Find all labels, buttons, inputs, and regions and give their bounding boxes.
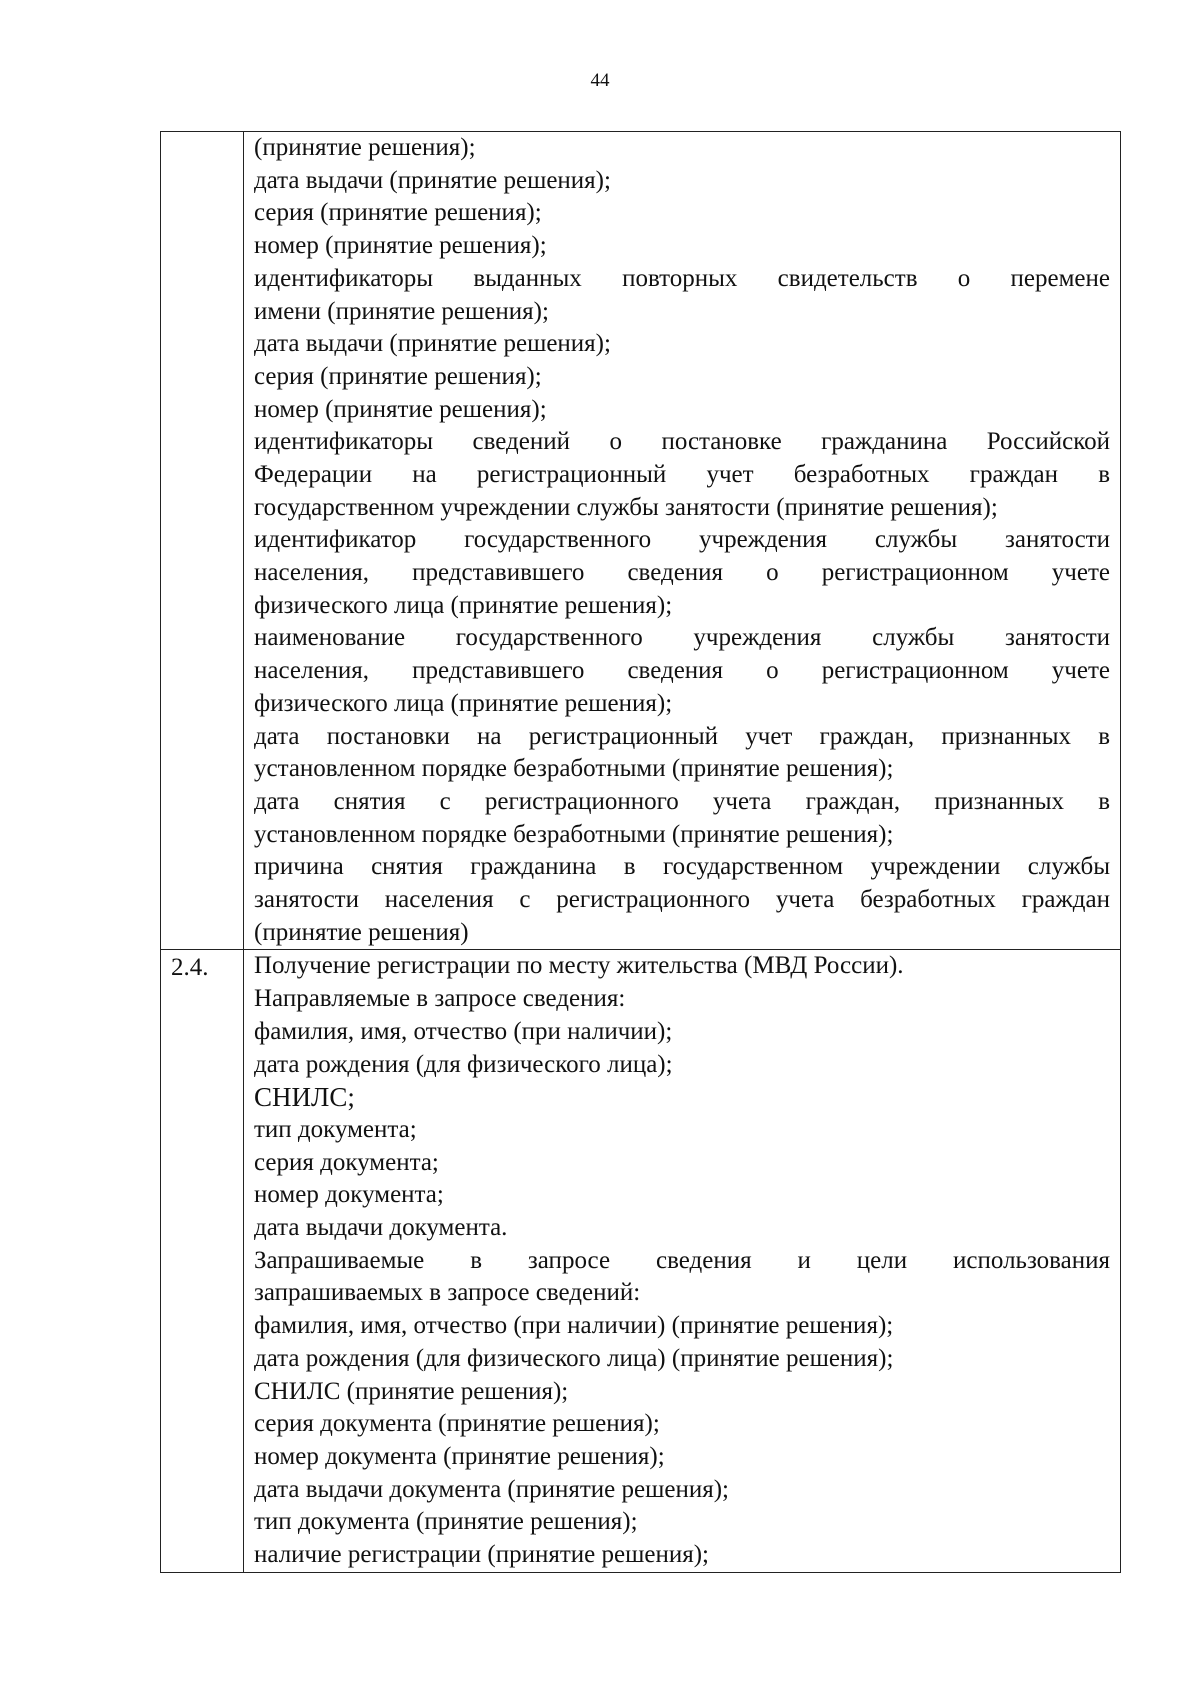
text-line: номер (принятие решения); xyxy=(254,232,547,260)
text-line: дата постановки на регистрационный учет граждан, признанных в xyxy=(254,722,1110,750)
text-line: причина снятия гражданина в государственном учреждении службы xyxy=(254,853,1110,881)
row-text-cell xyxy=(244,132,1121,950)
text-line: (принятие решения); xyxy=(254,134,476,161)
row-number-cell: 2.4. xyxy=(161,950,244,1572)
text-line: населения, представившего сведения о регистрационном учете xyxy=(254,559,1110,587)
text-line: наименование государственного учреждения службы занятости xyxy=(254,624,1110,652)
row-number-cell xyxy=(161,132,244,950)
text-line: дата выдачи (принятие решения); xyxy=(254,166,611,194)
text-line: занятости населения с регистрационного учета безработных граждан xyxy=(254,886,1110,914)
text-line: Запрашиваемые в запросе сведения и цели использования xyxy=(254,1246,1110,1274)
text-line: дата рождения (для физического лица) (принятие решения); xyxy=(254,1344,894,1372)
text-line: государственном учреждении службы занятости (принятие решения); xyxy=(254,493,998,521)
text-line: номер документа (принятие решения); xyxy=(254,1442,665,1470)
page-number: 44 xyxy=(590,70,610,91)
text-line: номер документа; xyxy=(254,1181,444,1209)
text-line: тип документа; xyxy=(254,1115,417,1143)
text-line: Направляемые в запросе сведения: xyxy=(254,985,626,1013)
text-line: номер (принятие решения); xyxy=(254,395,547,423)
text-line: наличие регистрации (принятие решения); xyxy=(254,1541,709,1569)
text-line: серия (принятие решения); xyxy=(254,362,542,390)
text-line: идентификаторы выданных повторных свидетельств о перемене xyxy=(254,264,1110,292)
text-line: установленном порядке безработными (принятие решения); xyxy=(254,755,894,783)
text-line: идентификатор государственного учреждения службы занятости xyxy=(254,526,1110,554)
text-line: дата выдачи (принятие решения); xyxy=(254,330,611,358)
text-line: идентификаторы сведений о постановке гражданина Российской xyxy=(254,428,1110,456)
text-line: Федерации на регистрационный учет безработных граждан в xyxy=(254,461,1110,488)
text-line: дата снятия с регистрационного учета граждан, признанных в xyxy=(254,787,1110,815)
text-line: тип документа (принятие решения); xyxy=(254,1508,638,1536)
text-line: (принятие решения) xyxy=(254,918,469,946)
text-line: фамилия, имя, отчество (при наличии); xyxy=(254,1017,673,1045)
text-line: дата выдачи документа. xyxy=(254,1214,508,1242)
text-line: населения, представившего сведения о регистрационном учете xyxy=(254,657,1110,685)
document-table xyxy=(160,131,1121,1573)
text-line: физического лица (принятие решения); xyxy=(254,591,673,619)
text-line: физического лица (принятие решения); xyxy=(254,689,673,717)
text-line: запрашиваемых в запросе сведений: xyxy=(254,1279,641,1307)
table-row xyxy=(161,950,1121,1572)
text-line: дата рождения (для физического лица); xyxy=(254,1050,673,1078)
text-line: серия (принятие решения); xyxy=(254,199,542,227)
text-line: фамилия, имя, отчество (при наличии) (принятие решения); xyxy=(254,1312,894,1340)
table-row xyxy=(161,132,1121,950)
text-line: серия документа (принятие решения); xyxy=(254,1410,660,1438)
text-line: СНИЛС; xyxy=(254,1082,355,1113)
text-line: СНИЛС (принятие решения); xyxy=(254,1377,569,1405)
text-line: установленном порядке безработными (принятие решения); xyxy=(254,820,894,848)
text-line: серия документа; xyxy=(254,1148,439,1176)
text-line: имени (принятие решения); xyxy=(254,297,549,325)
text-line: Получение регистрации по месту жительства (МВД России). xyxy=(254,952,904,980)
text-line: дата выдачи документа (принятие решения); xyxy=(254,1475,729,1503)
row-text-cell xyxy=(244,950,1121,1572)
